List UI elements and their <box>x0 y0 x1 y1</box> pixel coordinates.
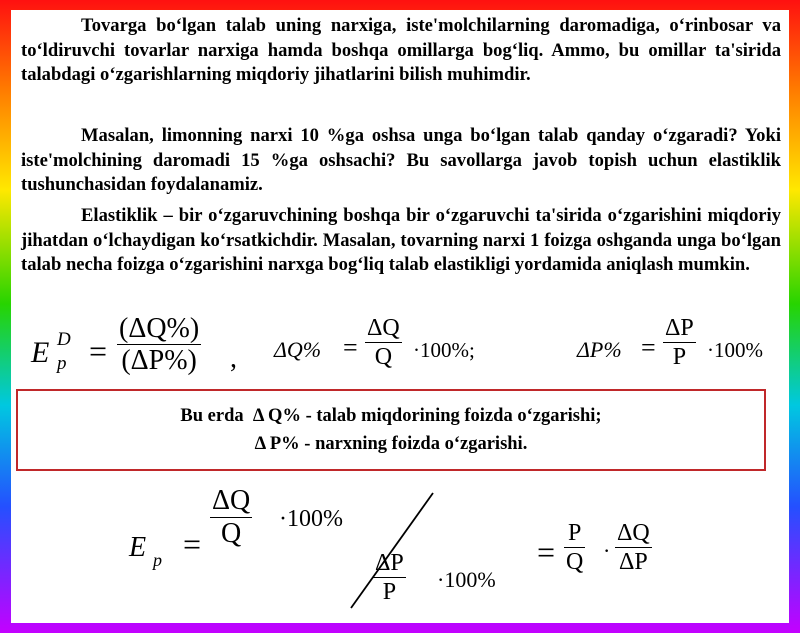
paragraph-demand-factors: Tovarga bo‘lgan talab uning narxiga, iste'molchilarning daromadiga, o‘rinbosar va to‘ldiruvchi tovarlar narxiga hamda boshqa omillarga bog‘liq. Ammo, bu omillar ta'sirida talabdagi o‘zgarishlarning miqdoriy jihatlarini bilish muhimdir. <box>21 15 781 85</box>
formula2-numerator: ΔQ <box>367 315 400 341</box>
paragraph-example-questions: Masalan, limonning narxi 10 %ga oshsa unga bo‘lgan talab qanday o‘zgaradi? Yoki iste'molchining daromadi 15 %ga oshsachi? Bu savollarga javob topish uchun elastiklik tushunchasidan foydalanamiz. <box>21 125 781 195</box>
division-slash <box>11 10 789 623</box>
formula1-E: E <box>31 336 50 369</box>
formula4-bottom-fraction <box>373 550 406 605</box>
document-page <box>11 10 789 623</box>
formula4-bottom-numerator: ΔP <box>375 550 404 576</box>
definition-text-dq: - talab miqdorining foizda o‘zgarishi; <box>300 406 602 426</box>
fraction-bar <box>615 547 652 548</box>
formula3-tail: ·100% <box>707 338 763 362</box>
formula4-ratio-dq-dp-denominator: ΔP <box>618 549 648 575</box>
formula4-ratio-pq <box>564 520 585 575</box>
definition-text-dp: - narxning foizda o‘zgarishi. <box>299 434 528 454</box>
formula4-top-tail: ·100% <box>279 506 343 532</box>
formula4-sub: p <box>153 550 162 570</box>
formula4-ratio-dq-dp-numerator: ΔQ <box>617 520 650 546</box>
formula4-top-denominator: Q <box>221 518 242 549</box>
definition-symbol-dq: Δ Q% <box>252 406 301 426</box>
formula4-dot: · <box>603 538 611 563</box>
formula2-equals: = <box>343 333 358 362</box>
fraction-bar <box>373 577 406 578</box>
formula2-denominator: Q <box>374 344 393 370</box>
formula2-tail: ·100%; <box>413 338 475 362</box>
fraction-bar <box>564 547 585 548</box>
formula1-numerator: (ΔQ%) <box>119 313 200 344</box>
formula1-equals: = <box>89 333 108 369</box>
formula4-ratio-dq-dp <box>615 520 652 575</box>
formula4-E: E <box>129 532 147 563</box>
formula1-sub: p <box>57 353 67 374</box>
formula4-top-numerator: ΔQ <box>212 485 251 516</box>
definition-prefix: Bu erda <box>180 406 244 426</box>
formula1-comma: , <box>230 343 237 374</box>
formula4-ratio-pq-numerator: P <box>567 520 582 546</box>
formula4-equals-2: = <box>537 534 556 570</box>
formula1-sup: D <box>57 329 71 350</box>
formula4-equals: = <box>183 526 202 562</box>
formula3-lhs: ΔP% <box>577 337 622 362</box>
formula2-lhs: ΔQ% <box>274 337 322 362</box>
formula3-denominator: P <box>672 344 687 370</box>
formula4-ratio-pq-denominator: Q <box>566 549 584 575</box>
formula4-bottom-tail: ·100% <box>437 567 496 592</box>
formula1-denominator: (ΔP%) <box>121 345 197 376</box>
paragraph-elasticity-definition: Elastiklik – bir o‘zgaruvchining boshqa bir o‘zgaruvchi ta'sirida o‘zgarishini miqdoriy jihatdan o‘lchaydigan ko‘rsatkichdir. Masalan, tovarning narxi 1 foizga oshganda unga bo‘lgan talab necha foizga o‘zgarishini narxga bog‘liq talab elastikligi yordamida aniqlash mumkin. <box>21 205 781 275</box>
formula3-numerator: ΔP <box>665 315 694 341</box>
formula3-equals: = <box>641 333 656 362</box>
formula4-bottom-denominator: P <box>382 579 397 605</box>
definition-symbol-dp: Δ P% <box>254 434 300 454</box>
